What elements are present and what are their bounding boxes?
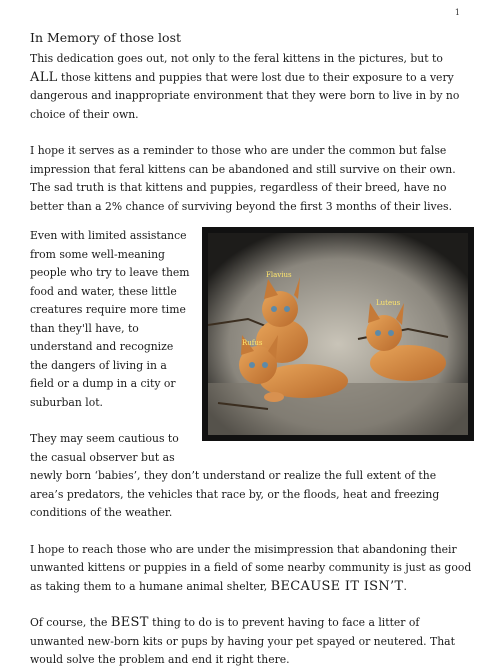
paragraph-reminder: I hope it serves as a reminder to those who are under the common but false impression that feral kittens can be abandoned and still survive on their own. The sad truth is that kittens and puppies, regardless of their breed, have no better than a 2% chance of surviving beyond the first 3 months of their lives.	[30, 144, 456, 213]
prevention-text-2: thing to do is to prevent having to face a litter of unwanted new-born kits or pups by having your pet spayed or neutered. That would solve the problem and end it right there.	[30, 616, 455, 666]
emphasis-best: BEST	[110, 615, 149, 630]
kittens-photo-image	[208, 233, 468, 435]
document-body	[30, 30, 472, 670]
misimpression-end: .	[403, 579, 407, 593]
page-title: In Memory of those lost	[30, 30, 182, 45]
paragraph-misimpression	[30, 541, 472, 597]
paragraph-dedication	[30, 50, 472, 124]
emphasis-all: ALL	[30, 69, 58, 85]
emphasis-because-it-isnt: BECAUSE IT ISN’T	[270, 578, 404, 594]
label-rufus: Rufus	[242, 339, 263, 347]
paragraph-cautious: They may seem cautious to the casual observer but as newly born ‘babies’, they don’t understand or realize the full extent of the area’s predators, the vehicles that race by, or the floods, heat and freezing conditions of the weather.	[30, 432, 440, 519]
misimpression-text: I hope to reach those who are under the misimpression that abandoning their unwanted kittens or puppies in a field of some nearby community is just as good as taking them to a humane animal shelter,	[30, 542, 472, 593]
dedication-text-1: This dedication goes out, not only to the feral kittens in the pictures, but to	[30, 52, 443, 65]
paragraph-prevention	[30, 614, 472, 670]
dedication-text-2: those kittens and puppies that were lost due to their exposure to a very dangerous and inappropriate environment that they were born to live in by no choice of their own.	[30, 70, 460, 121]
label-luteus: Luteus	[376, 299, 401, 307]
kittens-photo	[202, 227, 474, 441]
label-flavius: Flavius	[266, 271, 292, 279]
prevention-text-1: Of course, the	[30, 616, 111, 629]
paragraph-limited-assistance: Even with limited assistance from some well-meaning people who try to leave them food and water, these little creatures require more time than they'll have, to understand and recognize the dangers of living in a field or a dump in a city or suburban lot.	[30, 229, 190, 409]
page-number: 1	[454, 8, 460, 17]
